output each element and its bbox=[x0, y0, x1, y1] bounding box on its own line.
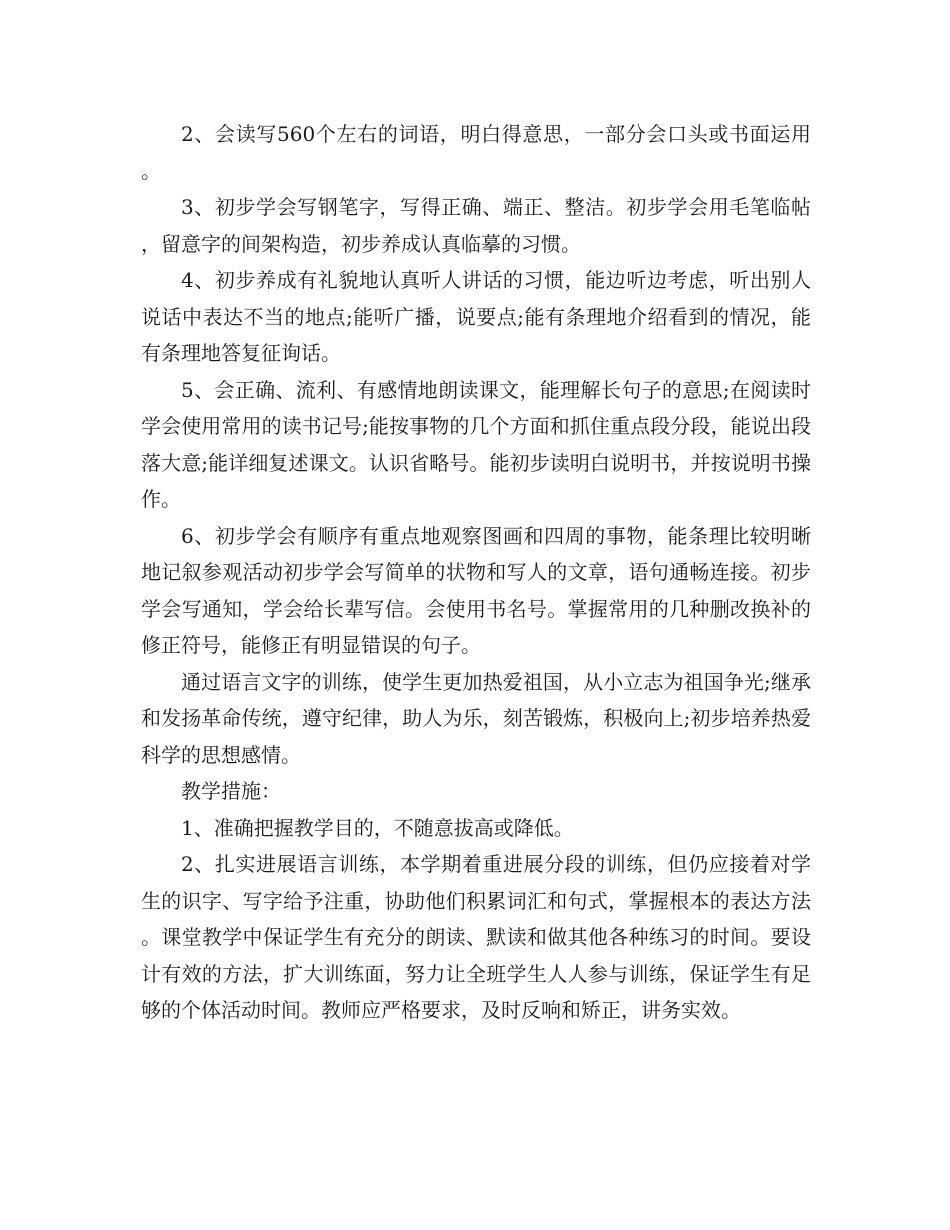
paragraph-measure-2: 2、扎实进展语言训练，本学期着重进展分段的训练，但仍应接着对学生的识字、写字给予注重，协助他们积累词汇和句式，掌握根本的表达方法。课堂教学中保证学生有充分的朗读、默读和做其他各种练习的时间。要设计有效的方法，扩大训练面，努力让全班学生人人参与训练，保证学生有足够的个体活动时间。教师应严格要求，及时反响和矫正，讲务实效。 bbox=[141, 852, 811, 1022]
section-heading-teaching-measures: 教学措施： bbox=[181, 779, 281, 803]
document-body bbox=[141, 116, 811, 1029]
paragraph-composition: 6、初步学会有顺序有重点地观察图画和四周的事物，能条理比较明晰地记叙参观活动初步学会写简单的状物和写人的文章，语句通畅连接。初步学会写通知，学会给长辈写信。会使用书名号。掌握常用的几种删改换补的修正符号，能修正有明显错误的句子。 bbox=[141, 523, 811, 657]
paragraph-measure-1: 1、准确把握教学目的，不随意拔高或降低。 bbox=[181, 815, 574, 840]
paragraph-handwriting: 3、初步学会写钢笔字，写得正确、端正、整洁。初步学会用毛笔临帖，留意字的间架构造，初步养成认真临摹的习惯。 bbox=[141, 195, 811, 256]
paragraph-moral-education: 通过语言文字的训练，使学生更加热爱祖国，从小立志为祖国争光;继承和发扬革命传统，遵守纪律，助人为乐，刻苦锻炼，积极向上;初步培养热爱科学的思想感情。 bbox=[141, 669, 811, 767]
paragraph-listening: 4、初步养成有礼貌地认真听人讲话的习惯，能边听边考虑，听出别人说话中表达不当的地点;能听广播，说要点;能有条理地介绍看到的情况，能有条理地答复征询话。 bbox=[141, 268, 811, 365]
paragraph-reading: 5、会正确、流利、有感情地朗读课文，能理解长句子的意思;在阅读时学会使用常用的读书记号;能按事物的几个方面和抓住重点段分段，能说出段落大意;能详细复述课文。认识省略号。能初步读明白说明书，并按说明书操作。 bbox=[141, 377, 811, 511]
paragraph-writing-words: 2、会读写560个左右的词语，明白得意思，一部分会口头或书面运用。 bbox=[141, 122, 811, 183]
